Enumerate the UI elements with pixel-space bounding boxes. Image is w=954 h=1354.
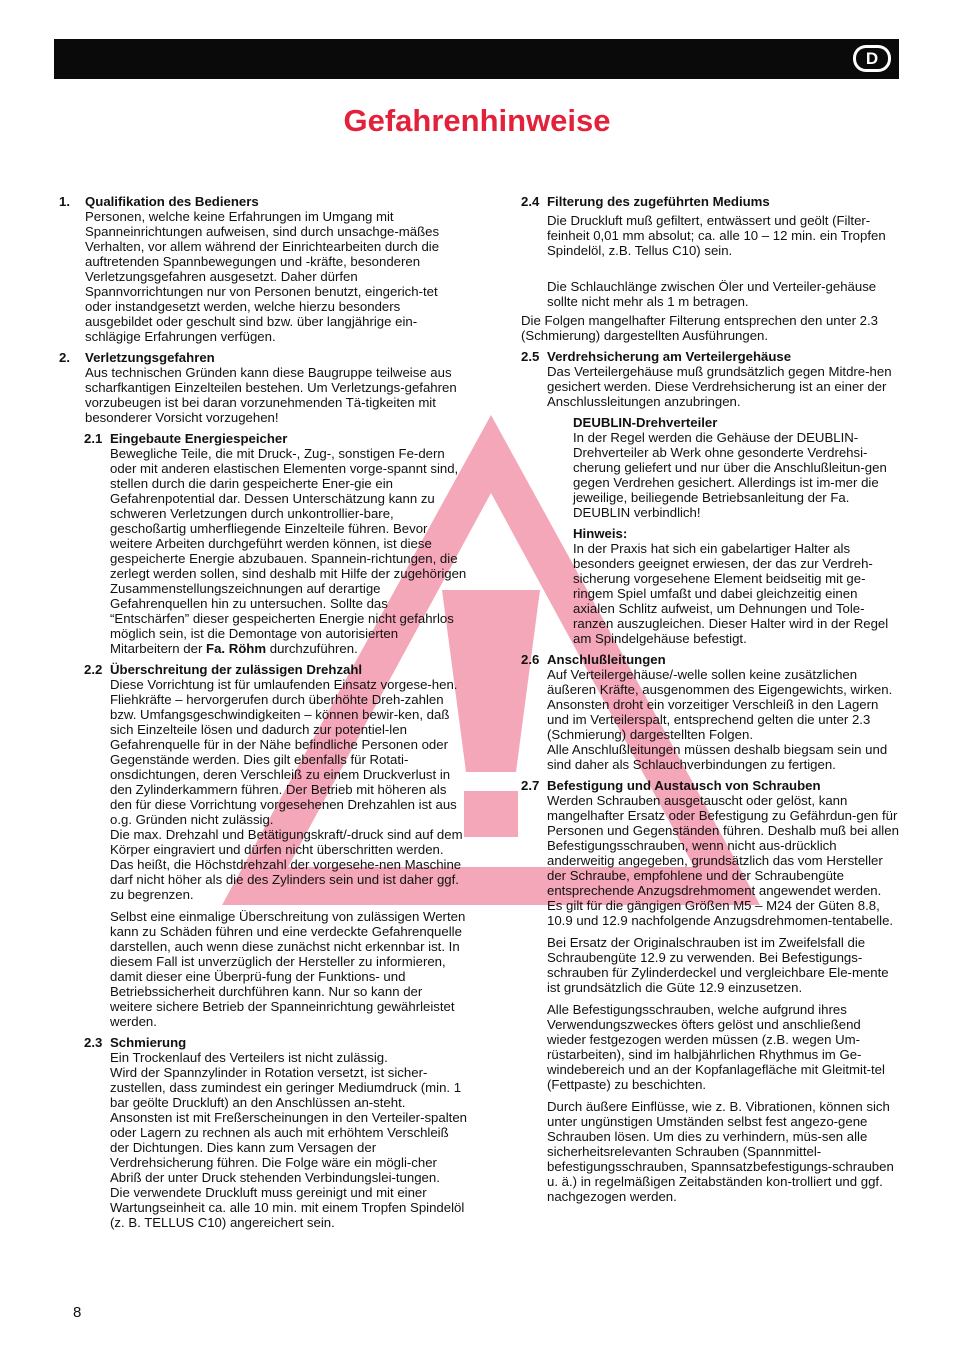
section-2-6-heading [521,652,901,667]
section-2-7-heading [521,778,901,793]
section-title: Schmierung [110,1035,187,1050]
section-2-4-paragraph-2: Die Schlauchlänge zwischen Öler und Verteiler-gehäuse sollte nicht mehr als 1 m betragen. [547,279,877,309]
section-2-1-heading [84,431,467,446]
section-2-2-heading [84,662,467,677]
section-2-6-paragraph-1: Auf Verteilergehäuse/-welle sollen keine zusätzlichen äußeren Kräfte, ausgenommen des Eigengewichts, wirken. Ansonsten droht ein vorzeitiger Verschleiß in den Lagern und im Verteilerspalt, entsprechend gelten die unter 2.3 (Schmierung) dargestellten Folgen. [547,667,893,742]
section-2-2-paragraph-3: Selbst eine einmalige Überschreitung von zulässigen Werten kann zu Schäden führen und eine verdeckte Gefahrenquelle darstellen, auch wenn diese zunächst nicht erkennbar ist. In diesem Fall ist unverzüglich der Hersteller zu informieren, damit dieser eine Überprü-fung der Funktions- und Betriebssicherheit durchführen kann. Nur so kann der weitere sichere Betrieb der Spanneinrichtung gewährleistet werden. [110,909,466,1029]
section-2-4-heading [521,194,901,209]
section-number: 2. [59,350,70,365]
section-2-heading [59,350,467,365]
section-number: 2.7 [521,778,540,793]
section-2-text: Aus technischen Gründen kann diese Baugruppe teilweise aus scharfkantigen Einzelteilen bestehen. Um Verletzungs-gefahren vorzubeugen ist bei daran vorzunehmenden Tä-tigkeiten mit besonderer Vorsicht vorzugehen! [85,365,457,425]
section-number: 2.1 [84,431,103,446]
section-2-3-paragraph-1: Ein Trockenlauf des Verteilers ist nicht zulässig. [110,1050,388,1065]
section-title: Filterung des zugeführten Mediums [547,194,770,209]
section-2-7-paragraph-4: Alle Befestigungsschrauben, welche aufgrund ihres Verwendungszweckes öfters gelöst und anschließend wieder festgezogen werden müssen (z.B. wegen Um-rüstarbeiten), sind im halbjährlichen Rhythmus im Ge-windebereich und an der Kopfanlagefläche mit Gleitmit-tel (Fettpaste) zu beschichten. [547,1002,885,1092]
company-name-bold: Fa. Röhm [206,641,267,656]
section-title: Eingebaute Energiespeicher [110,431,288,446]
section-2-7-paragraph-3: Bei Ersatz der Originalschrauben ist im Zweifelsfall die Schraubengüte 12.9 zu verwenden. Bei Befestigungs-schrauben für Zylinderdeckel und vergleichbare Ele-mente ist grundsätzlich die Güte 12.9 einzusetzen. [547,935,889,995]
section-2-3-heading [84,1035,467,1050]
section-title: Verdrehsicherung am Verteilergehäuse [547,349,792,364]
section-2-3-paragraph-4: Die verwendete Druckluft muss gereinigt und mit einer Wartungseinheit ca. alle 10 min. mit einem Tropfen Spindelöl (z. B. TELLUS C10) angereichert sein. [110,1185,465,1230]
section-1-heading [59,194,467,209]
section-number: 2.3 [84,1035,103,1050]
section-2-2-paragraph-1: Diese Vorrichtung ist für umlaufenden Einsatz vorgese-hen. Fliehkräfte – hervorgerufen durch überhöhte Dreh-zahlen bzw. Umfangsgeschwindigkeiten – können bewir-ken, daß sich Einzelteile lösen und dadurch zur potentiel-len Gefahrenquelle für in der Nähe befindliche Personen oder Gegenstände werden. Dies gilt ebenfalls für Rotati-onsdichtungen, deren Verschleiß zu einem Druckverlust in den Zylinderkammern führen. Der Betrieb mit höheren als den für diese Vorrichtung vorgesehenen Drehzahlen ist aus o.g. Gründen nicht zulässig. [110,677,458,827]
section-2-5-heading [521,349,901,364]
deublin-text: In der Regel werden die Gehäuse der DEUBLIN-Drehverteiler ab Werk ohne gesonderte Verdrehsi-cherung geliefert und nur über die Anschlußleitun-gen gegen Verdrehen gesichert. Allerdings ist im-mer die jeweilige, beiliegende Betriebsanleitung der Fa. DEUBLIN verbindlich! [573,430,887,520]
section-2-5-text: Das Verteilergehäuse muß grundsätzlich gegen Mitdre-hen gesichert werden. Diese Verdrehsicherung ist an einer der Anschlussleitungen anzubringen. [547,364,892,409]
section-2-7-paragraph-5: Durch äußere Einflüsse, wie z. B. Vibrationen, können sich unter ungünstigen Umständen selbst fest angezo-gene Schrauben lösen. Um dies zu verhindern, müs-sen alle sicherheitsrelevanten Schrauben (Spannmittel-befestigungsschrauben, Spannsatzbefestigungs-schrauben u. ä.) in regelmäßigen Zeitabständen kon-trolliert und ggf. nachgezogen werden. [547,1099,894,1204]
deublin-title: DEUBLIN-Drehverteiler [573,415,718,430]
language-badge [853,45,891,72]
page-number: 8 [73,1304,82,1321]
right-column [521,194,901,1204]
section-title: Befestigung und Austausch von Schrauben [547,778,821,793]
section-number: 2.6 [521,652,540,667]
header-bar [54,39,899,79]
section-2-4-paragraph-1: Die Druckluft muß gefiltert, entwässert und geölt (Filter-feinheit 0,01 mm absolut; ca. alle 10 – 12 min. ein Tropfen Spindelöl, z.B. Tellus C10) sein. [547,213,886,258]
section-1-text: Personen, welche keine Erfahrungen im Umgang mit Spanneinrichtungen aufweisen, sind durch unsachge-mäßes Verhalten, vor allem während der Einrichtearbeiten durch die auftretenden Spannbewegungen und -kräfte, besonderen Verletzungsgefahren ausgesetzt. Daher dürfen Spannvorrichtungen nur von Personen benutzt, eingerich-tet oder instandgesetzt werden, welche hierzu besonders ausgebildet oder geschult sind bzw. über langjährige ein-schlägige Erfahrungen verfügen. [85,209,440,344]
section-2-7-paragraph-2: Es gilt für die gängigen Größen M5 – M24 der Güten 8.8, 10.9 und 12.9 nachfolgende Anzugsdrehmomen-tentabelle. [547,898,894,928]
left-column [59,194,467,1230]
section-2-3-paragraph-2: Wird der Spannzylinder in Rotation versetzt, ist sicher-zustellen, dass zumindest ein geringer Mediumdruck (min. 1 bar geölte Druckluft) an den Anschlüssen an-steht. [110,1065,462,1110]
section-title: Überschreitung der zulässigen Drehzahl [110,662,363,677]
section-title: Verletzungsgefahren [85,350,215,365]
section-2-3-paragraph-3: Ansonsten ist mit Freßerscheinungen in den Verteiler-spalten oder Lagern zu rechnen als auch mit erhöhtem Verschleiß der Dichtungen. Dies kann zum Versagen der Verdrehsicherung führen. Die Folge wäre ein mögli-cher Abriß der unter Druck stehenden Verbindungslei-tungen. [110,1110,467,1185]
section-number: 2.4 [521,194,540,209]
section-number: 1. [59,194,70,209]
section-2-2-paragraph-2: Die max. Drehzahl und Betätigungskraft/-druck sind auf dem Körper eingraviert und dürfen nicht überschritten werden. Das heißt, die Höchstdrehzahl der vorgesehe-nen Maschine darf nicht höher als die des Zylinders sein und ist daher ggf. zu begrenzen. [110,827,463,902]
section-2-1-text-end: durchzuführen. [266,641,358,656]
section-2-1-text-main: Bewegliche Teile, die mit Druck-, Zug-, sonstigen Fe-dern oder mit anderen elastischen Elementen vorge-spannt sind, stellen durch die darin gespeicherte Ener-gie ein Gefahrenpotential dar. Dessen Unterschätzung kann zu schweren Verletzungen durch unkontrollier-bare, geschoßartig umherfliegende Einzelteile führen. Bevor weitere Arbeiten durchgeführt werden können, ist diese gespeicherte Energie abzubauen. Spannein-richtungen, die zerlegt werden sollen, sind deshalb mit Hilfe der zugehörigen Zusammenstellungszeichnungen auf derartige Gefahrenquellen hin zu untersuchen. Sollte das “Entschärfen” dieser gespeicherten Energie nicht gefahrlos möglich sein, ist die Demontage von autorisierten Mitarbeitern der [110,446,467,656]
section-title: Qualifikation des Bedieners [85,194,259,209]
section-number: 2.2 [84,662,103,677]
section-title: Anschlußleitungen [547,652,666,667]
section-number: 2.5 [521,349,540,364]
language-badge-label: D [856,48,888,69]
section-2-1-text [59,446,467,656]
section-2-7-paragraph-1: Werden Schrauben ausgetauscht oder gelöst, kann mangelhafter Ersatz oder Befestigung zu Gefährdun-gen für Personen und Gegenständen führen. Deshalb muß bei allen Befestigungsschrauben, wenn nicht aus-drücklich anderweitig angegeben, grundsätzlich das vom Hersteller der Schraube, empfohlene und der Schraubengüte entsprechende Anzugsdrehmoment angewendet werden. [547,793,899,898]
section-2-6-paragraph-2: Alle Anschlußleitungen müssen deshalb biegsam sein und sind daher als Schlauchverbindungen zu fertigen. [547,742,888,772]
section-2-4-paragraph-3: Die Folgen mangelhafter Filterung entsprechen den unter 2.3 (Schmierung) dargestellten Ausführungen. [521,313,879,343]
hint-text: In der Praxis hat sich ein gabelartiger Halter als besonders geeignet erwiesen, der das zur Verdreh-sicherung vorgesehene Element beidseitig mit ge-ringem Spiel umfaßt und dabei gleichzeitig einen axialen Schlitz aufweist, um Dehnungen und Tole-ranzen auszugleichen. Dieser Halter wird in der Regel am Spindelgehäuse befestigt. [573,541,889,646]
hint-title: Hinweis: [573,526,628,541]
page-title: Gefahrenhinweise [343,103,611,138]
